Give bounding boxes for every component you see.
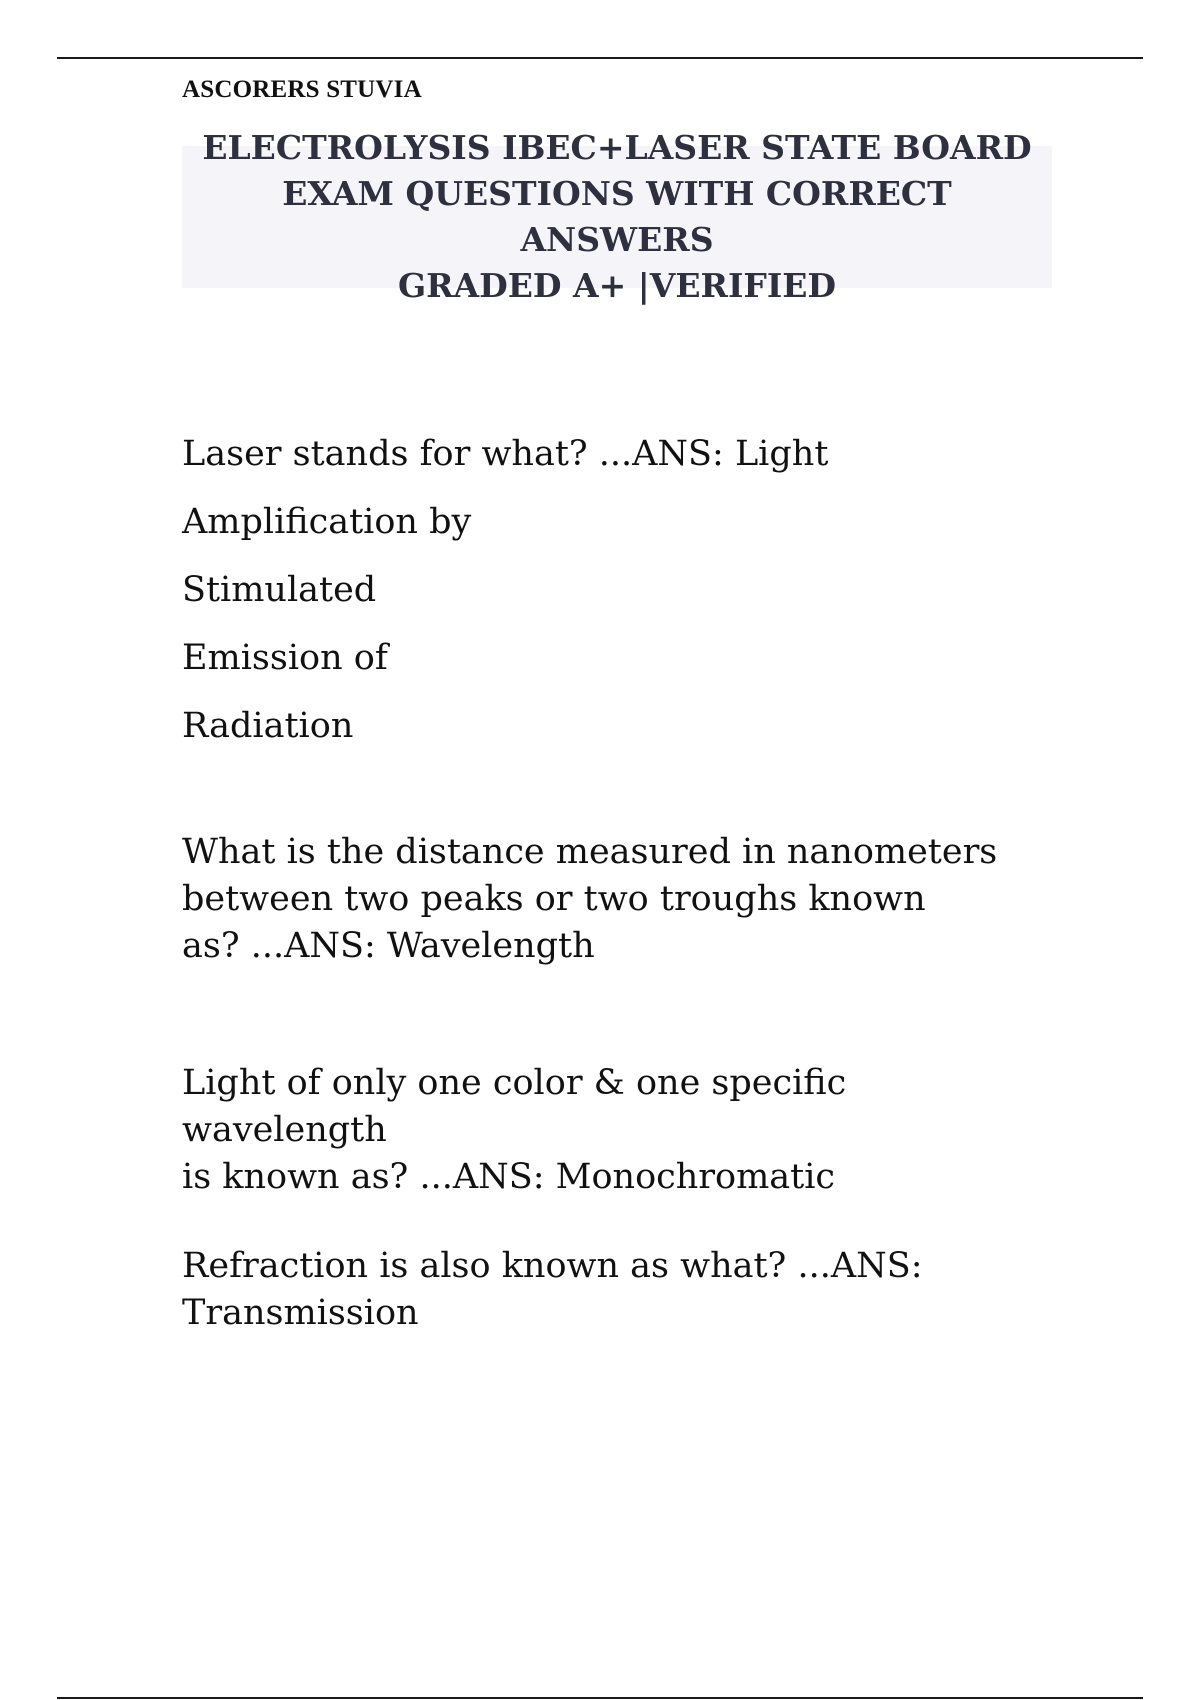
qa-item-2: [182, 829, 1062, 970]
document-title: ELECTROLYSIS IBEC+LASER STATE BOARD EXAM QUESTIONS WITH CORRECT ANSWERS GRADED A+ |VERIFIED: [202, 128, 1032, 305]
top-divider: [57, 57, 1143, 59]
qa-text: Light of only one color & one specific wavelength is known as? ...ANS: Monochromatic: [182, 1063, 847, 1197]
qa-text: What is the distance measured in nanometers between two peaks or two troughs known as? ...ANS: Wavelength: [182, 832, 998, 966]
bottom-divider: [57, 1697, 1143, 1699]
qa-text: Refraction is also known as what? ...ANS: Transmission: [182, 1246, 923, 1333]
qa-item-1: [182, 420, 1062, 760]
source-label: ASCORERS STUVIA: [182, 76, 422, 103]
title-banner: [182, 128, 1052, 305]
qa-item-4: [182, 1243, 1062, 1337]
qa-item-3: [182, 1060, 1062, 1201]
qa-text: Laser stands for what? ...ANS: Light Amplification by Stimulated Emission of Radiation: [182, 434, 829, 746]
